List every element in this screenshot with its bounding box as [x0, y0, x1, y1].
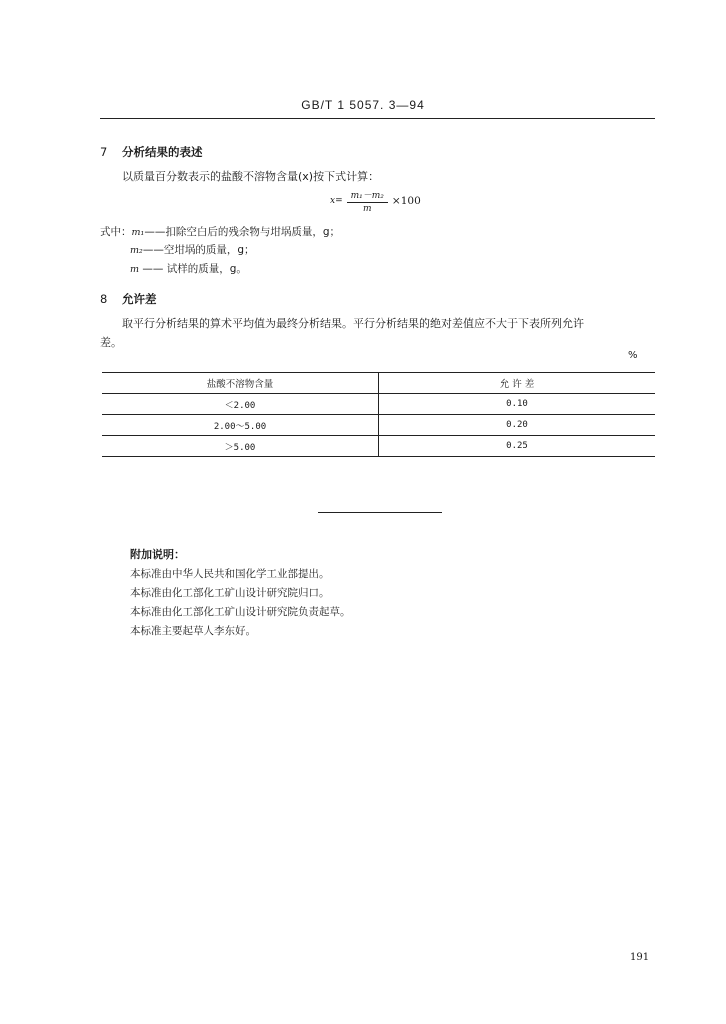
formula-numerator: m₁－m₂: [347, 188, 388, 203]
page-number: 191: [630, 952, 650, 963]
formula-lhs: x=: [330, 196, 343, 206]
definition-row: [130, 242, 255, 257]
table-header-row: [102, 373, 655, 394]
definition-row: [130, 261, 247, 276]
table-cell: 0.20: [506, 420, 528, 430]
table-row: [102, 415, 655, 436]
definition-symbol: m₂: [130, 245, 143, 256]
definition-row: [100, 224, 340, 239]
note-line: 本标准由化工部化工矿山设计研究院负责起草。: [130, 606, 351, 618]
note-line: 本标准由化工部化工矿山设计研究院归口。: [130, 587, 330, 599]
formula-denominator: m: [363, 204, 372, 214]
section-8-heading: [100, 291, 157, 307]
end-rule: [318, 512, 442, 513]
column-header-tolerance: 允 许 差: [499, 379, 535, 390]
formula-factor: ×100: [391, 195, 421, 207]
tolerance-table: [102, 372, 655, 457]
section-7-intro: 以质量百分数表示的盐酸不溶物含量(x)按下式计算：: [122, 170, 380, 183]
table-cell: ＞5.00: [102, 436, 379, 457]
definition-text: ——空坩埚的质量，g；: [142, 244, 255, 256]
table-unit: %: [628, 350, 638, 361]
table-cell: 0.10: [506, 399, 528, 409]
standard-code: GB/T 1 5057. 3—94: [301, 98, 425, 112]
formula-fraction: [347, 188, 388, 214]
table-cell: ＜2.00: [102, 394, 379, 415]
definition-text: —— 试样的质量，g。: [139, 263, 247, 275]
section-8-title: 允许差: [122, 292, 157, 306]
header-rule: [100, 118, 655, 119]
definition-symbol: m₁: [131, 227, 145, 238]
section-8-paragraph-line-2: 差。: [100, 336, 122, 349]
section-8-number: 8: [100, 292, 108, 306]
formula: [330, 188, 421, 214]
table-row: [102, 436, 655, 457]
definition-text: ——扣除空白后的残余物与坩埚质量，g；: [144, 226, 340, 238]
definitions-prefix: 式中：: [100, 226, 132, 238]
notes-title: 附加说明：: [130, 548, 185, 561]
section-8-paragraph-line-1: 取平行分析结果的算术平均值为最终分析结果。平行分析结果的绝对差值应不大于下表所列允许: [122, 317, 584, 330]
section-7-heading: [100, 144, 203, 160]
table-cell: 2.00～5.00: [102, 415, 379, 436]
column-header-content: 盐酸不溶物含量: [102, 373, 379, 394]
table-row: [102, 394, 655, 415]
note-line: 本标准由中华人民共和国化学工业部提出。: [130, 568, 330, 580]
section-7-title: 分析结果的表述: [122, 145, 203, 159]
definition-symbol: m: [130, 264, 140, 275]
note-line: 本标准主要起草人李东好。: [130, 625, 256, 637]
section-7-number: 7: [100, 145, 108, 159]
table-cell: 0.25: [506, 441, 528, 451]
